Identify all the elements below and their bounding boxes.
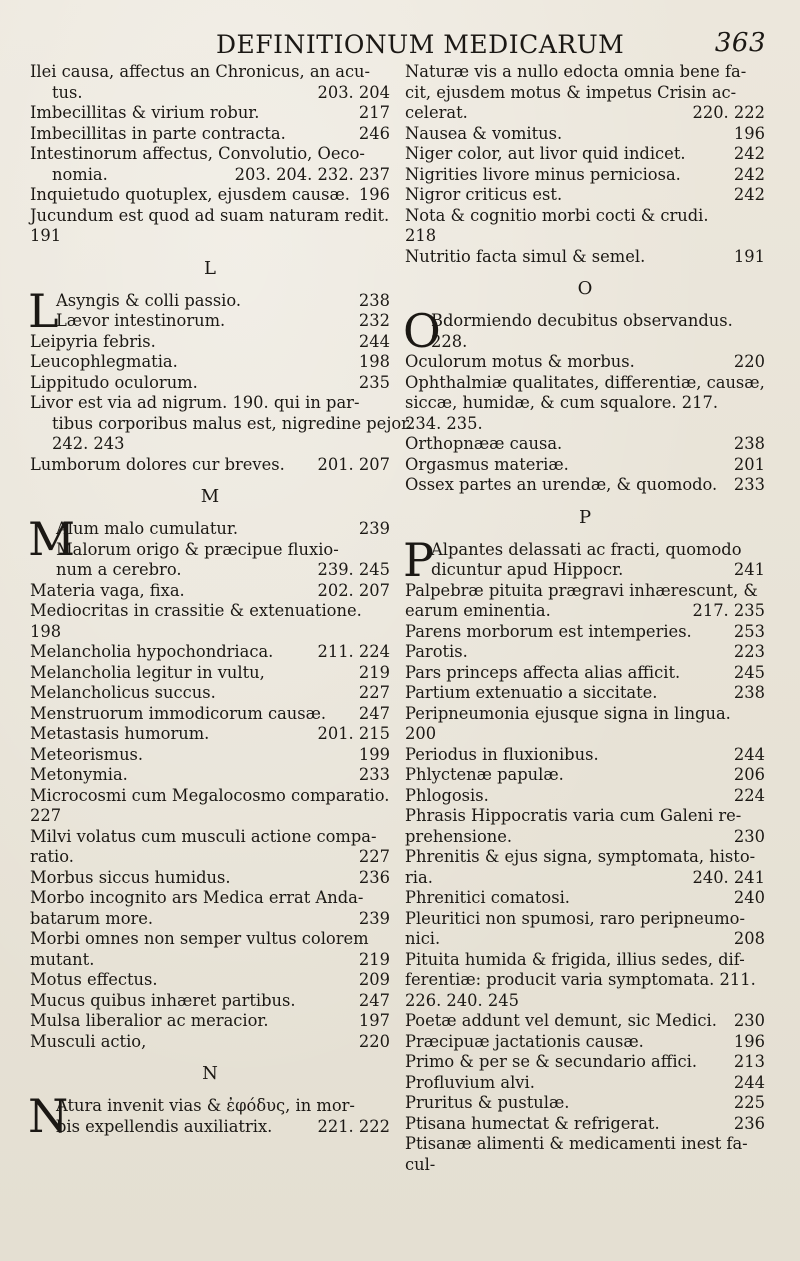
entry-text: Præcipuæ jactationis causæ. xyxy=(405,1031,644,1051)
entry-pages: 196 xyxy=(733,1031,765,1051)
left-column xyxy=(28,62,413,1143)
entry-text: Melancholia hypochondriaca. xyxy=(30,642,274,661)
index-entry xyxy=(405,226,765,247)
entry-text: Morbi omnes non semper vultus colorem xyxy=(30,929,369,948)
entry-pages: 217 xyxy=(358,103,390,122)
entry-text: Intestinorum affectus, Convolutio, Oeco- xyxy=(30,144,365,163)
entry-text: Mucus quibus inhæret partibus. xyxy=(30,990,296,1010)
index-entry xyxy=(405,888,765,909)
entry-text: Metastasis humorum. xyxy=(30,724,210,743)
index-entry xyxy=(405,581,765,602)
entry-pages: 244 xyxy=(358,331,390,351)
index-entry xyxy=(405,745,765,766)
index-entry xyxy=(405,1073,765,1094)
entry-text: Parotis. xyxy=(405,642,468,661)
index-entry xyxy=(30,950,390,971)
entry-pages: 230 xyxy=(733,1011,765,1030)
drop-cap-p: P xyxy=(403,532,434,587)
index-entry xyxy=(405,206,765,227)
entry-pages: 240. 241 xyxy=(692,867,765,887)
entry-pages: 224 xyxy=(733,785,765,805)
index-entry xyxy=(405,1114,765,1135)
entry-pages: 238 xyxy=(733,434,765,453)
index-entry xyxy=(30,165,390,186)
entry-text: Ophthalmiæ qualitates, differentiæ, causæ, xyxy=(405,372,765,392)
entry-text: Ilei causa, affectus an Chronicus, an acu- xyxy=(30,62,371,81)
index-entry xyxy=(405,1011,765,1032)
section-heading-p: P xyxy=(578,506,592,528)
index-entry xyxy=(30,663,390,684)
index-entry xyxy=(30,206,390,227)
entry-text: ferentiæ: producit varia symptomata. 211. xyxy=(405,970,756,989)
section-heading-m: M xyxy=(200,486,220,507)
entry-pages: 197 xyxy=(358,1011,390,1030)
entry-text: Leucophlegmatia. xyxy=(30,352,178,371)
index-entry xyxy=(30,62,390,83)
entry-pages: 247 xyxy=(358,703,390,723)
entries-p-block xyxy=(403,532,765,1176)
index-entry xyxy=(30,560,390,581)
entry-pages: 201. 207 xyxy=(317,454,390,474)
entry-text: Orgasmus materiæ. xyxy=(405,454,569,474)
section-heading-o: O xyxy=(577,278,593,299)
entry-text: Phrenitici comatosi. xyxy=(405,888,570,907)
index-entry xyxy=(405,601,765,622)
entry-text: cit, ejusdem motus & impetus Crisin ac- xyxy=(405,82,737,102)
entry-pages: 233 xyxy=(358,765,390,784)
index-entry xyxy=(30,1117,390,1138)
index-entry xyxy=(405,373,765,394)
index-entry xyxy=(30,455,390,476)
index-entry xyxy=(30,1011,390,1032)
entry-text: tus. xyxy=(52,82,83,102)
entry-text: prehensione. xyxy=(405,826,513,846)
entry-pages: 213 xyxy=(733,1052,765,1071)
entry-pages: 208 xyxy=(733,929,765,948)
section-heading-n: N xyxy=(202,1063,218,1084)
entry-pages: 191 xyxy=(733,246,765,266)
entry-text: 200 xyxy=(405,724,437,743)
index-entry xyxy=(405,642,765,663)
entry-text: Primo & per se & secundario affici. xyxy=(405,1052,698,1071)
index-entry xyxy=(405,1032,765,1053)
entry-text: Poetæ addunt vel demunt, sic Medici. xyxy=(405,1011,717,1030)
entry-text: 227 xyxy=(30,806,62,825)
entry-text: siccæ, humidæ, & cum squalore. 217. xyxy=(405,393,719,412)
index-entry xyxy=(30,601,390,622)
entry-pages: 242 xyxy=(733,185,765,204)
entry-text: Alum malo cumulatur. xyxy=(56,519,239,538)
entry-pages: 202. 207 xyxy=(317,580,390,600)
entry-pages: 239. 245 xyxy=(317,560,390,579)
entry-text: 198 xyxy=(30,621,62,641)
entries-i xyxy=(30,62,390,247)
entry-text: Peripneumonia ejusque signa in lingua. xyxy=(405,703,731,723)
index-entry xyxy=(30,185,390,206)
entry-text: ratio. xyxy=(30,847,74,866)
entry-text: Nutritio facta simul & semel. xyxy=(405,246,646,266)
entry-pages: 232 xyxy=(358,311,390,330)
index-entry xyxy=(30,868,390,889)
index-entry xyxy=(405,868,765,889)
index-entry xyxy=(30,786,390,807)
index-entry xyxy=(30,847,390,868)
entry-text: Phrasis Hippocratis varia cum Galeni re- xyxy=(405,806,742,825)
entry-text: 191 xyxy=(30,226,62,245)
index-entry xyxy=(30,970,390,991)
entry-text: Atura invenit vias & ἐφόδυς, in mor- xyxy=(56,1096,355,1115)
index-entry xyxy=(30,393,390,414)
entry-pages: 242 xyxy=(733,164,765,184)
entry-text: mutant. xyxy=(30,949,95,969)
index-entry xyxy=(30,519,390,540)
entries-m xyxy=(28,512,390,1052)
index-entry xyxy=(30,683,390,704)
entry-pages: 219 xyxy=(358,662,390,682)
entry-text: Nota & cognitio morbi cocti & crudi. xyxy=(405,205,709,225)
entry-pages: 230 xyxy=(733,826,765,846)
entry-text: Phlyctenæ papulæ. xyxy=(405,765,564,784)
entry-text: dicuntur apud Hippocr. xyxy=(431,560,624,579)
entry-text: Pleuritici non spumosi, raro peripneumo- xyxy=(405,908,745,928)
index-entry xyxy=(405,393,765,414)
entry-text: Melancholicus succus. xyxy=(30,683,216,702)
index-entry xyxy=(30,434,390,455)
entry-text: Ptisanæ alimenti & medicamenti inest fa- xyxy=(405,1134,748,1153)
index-entry xyxy=(30,909,390,930)
index-entry xyxy=(405,622,765,643)
entry-text: Pituita humida & frigida, illius sedes, dif- xyxy=(405,949,745,969)
entry-text: 234. 235. xyxy=(405,413,483,433)
index-entry xyxy=(405,62,765,83)
entries-l xyxy=(28,283,413,476)
entry-pages: 238 xyxy=(358,290,390,310)
entry-pages: 203. 204 xyxy=(317,82,390,102)
entry-pages: 227 xyxy=(358,683,390,702)
entry-text: 242. 243 xyxy=(52,434,125,453)
entries-n-cont xyxy=(405,62,765,267)
entry-text: Ptisana humectat & refrigerat. xyxy=(405,1113,660,1133)
index-entry xyxy=(405,455,765,476)
entry-text: nici. xyxy=(405,929,441,948)
entry-text: Naturæ vis a nullo edocta omnia bene fa- xyxy=(405,62,747,81)
entry-text: Leipyria febris. xyxy=(30,331,156,351)
entry-text: Niger color, aut livor quid indicet. xyxy=(405,144,686,163)
index-entry xyxy=(30,373,390,394)
entry-text: Metonymia. xyxy=(30,765,128,784)
entry-text: Orthopnææ causa. xyxy=(405,434,563,453)
entry-pages: 242 xyxy=(733,144,765,163)
entry-pages: 221. 222 xyxy=(317,1116,390,1136)
entry-pages: 253 xyxy=(733,621,765,641)
entry-text: Palpebræ pituita prægravi inhærescunt, & xyxy=(405,580,758,600)
index-entry xyxy=(405,414,765,435)
entry-pages: 244 xyxy=(733,744,765,764)
entry-pages: 206 xyxy=(733,765,765,784)
index-entry xyxy=(405,663,765,684)
index-entry xyxy=(405,83,765,104)
entry-pages: 241 xyxy=(733,560,765,579)
entries-o-block xyxy=(403,304,765,496)
index-entry xyxy=(405,1155,765,1176)
index-entry xyxy=(30,724,390,745)
entry-text: Oculorum motus & morbus. xyxy=(405,352,635,371)
right-column xyxy=(405,62,765,1175)
entry-text: Morbus siccus humidus. xyxy=(30,867,231,887)
index-entry xyxy=(405,827,765,848)
entries-l-block xyxy=(28,283,413,476)
index-entry xyxy=(405,332,765,353)
index-entry xyxy=(30,929,390,950)
index-entry xyxy=(30,103,390,124)
entry-text: Parens morborum est intemperies. xyxy=(405,621,692,641)
drop-cap-l: L xyxy=(28,283,59,338)
entry-pages: 239 xyxy=(358,519,390,538)
entry-text: num a cerebro. xyxy=(56,560,182,579)
entry-pages: 236 xyxy=(733,1113,765,1133)
entry-text: 226. 240. 245 xyxy=(405,990,519,1010)
index-entry xyxy=(30,540,390,561)
entry-text: Phrenitis & ejus signa, symptomata, histo- xyxy=(405,847,756,866)
index-entry xyxy=(30,413,413,435)
entry-text: Nigror criticus est. xyxy=(405,185,563,204)
entry-text: Imbecillitas in parte contracta. xyxy=(30,123,286,143)
entry-pages: 233 xyxy=(733,475,765,494)
entry-text: Periodus in fluxionibus. xyxy=(405,744,599,764)
entry-text: Inquietudo quotuplex, ejusdem causæ. xyxy=(30,185,350,204)
entry-text: Nigrities livore minus perniciosa. xyxy=(405,164,681,184)
entry-text: cul- xyxy=(405,1154,436,1174)
index-entry xyxy=(30,332,390,353)
index-entry xyxy=(30,888,390,909)
entry-text: Jucundum est quod ad suam naturam redit. xyxy=(30,205,390,225)
drop-cap-o: O xyxy=(403,304,441,358)
entry-text: Lumborum dolores cur breves. xyxy=(30,454,285,474)
entry-pages: 217. 235 xyxy=(692,601,765,620)
index-entry xyxy=(405,185,765,206)
entry-pages: 199 xyxy=(358,744,390,764)
entry-text: 218 xyxy=(405,226,437,245)
index-entry xyxy=(405,806,765,827)
entries-n-block xyxy=(28,1089,390,1143)
index-entry xyxy=(405,765,765,786)
entry-text: Morbo incognito ars Medica errat Anda- xyxy=(30,888,364,907)
index-entry xyxy=(405,786,765,807)
entries-m-block xyxy=(28,512,390,1052)
entry-text: Bdormiendo decubitus observandus. xyxy=(431,311,733,330)
entry-text: Materia vaga, fixa. xyxy=(30,580,185,600)
index-entry xyxy=(30,991,390,1012)
drop-cap-m: M xyxy=(28,512,76,566)
entry-text: Lævor intestinorum. xyxy=(56,311,226,330)
page-number: 363 xyxy=(714,28,766,58)
entries-n xyxy=(28,1089,390,1143)
entry-text: ria. xyxy=(405,867,433,887)
index-entry xyxy=(30,827,390,848)
entry-text: Partium extenuatio a siccitate. xyxy=(405,683,658,702)
index-entry xyxy=(405,704,765,725)
index-entry xyxy=(30,144,390,165)
entry-pages: 246 xyxy=(358,123,390,143)
entry-text: Melancholia legitur in vultu, xyxy=(30,662,265,682)
entry-text: Phlogosis. xyxy=(405,785,489,805)
entry-text: Asyngis & colli passio. xyxy=(56,290,242,310)
entry-pages: 220 xyxy=(358,1031,390,1051)
entry-text: Milvi volatus cum musculi actione compa- xyxy=(30,826,377,846)
entry-text: Lippitudo oculorum. xyxy=(30,372,198,392)
entry-pages: 240 xyxy=(733,888,765,907)
index-entry xyxy=(30,83,390,104)
index-entry xyxy=(30,642,390,663)
index-entry xyxy=(30,291,390,312)
entry-text: nomia. xyxy=(52,164,108,184)
index-entry xyxy=(405,352,765,373)
entry-text: Imbecillitas & virium robur. xyxy=(30,103,260,122)
entry-text: bis expellendis auxiliatrix. xyxy=(56,1116,273,1136)
index-entry xyxy=(405,970,765,991)
entry-pages: 220. 222 xyxy=(692,103,765,122)
entry-pages: 235 xyxy=(358,372,390,392)
entry-text: batarum more. xyxy=(30,908,154,928)
index-entry xyxy=(405,909,765,930)
entry-pages: 244 xyxy=(733,1072,765,1092)
index-entry xyxy=(30,1096,390,1117)
entry-text: celerat. xyxy=(405,103,468,122)
entry-text: Pruritus & pustulæ. xyxy=(405,1093,570,1112)
index-entry xyxy=(405,247,765,268)
index-entry xyxy=(405,724,765,745)
entry-text: Motus effectus. xyxy=(30,970,158,989)
entry-text: 228. xyxy=(431,331,468,351)
entry-text: Mediocritas in crassitie & extenuatione. xyxy=(30,601,362,620)
entry-text: Mulsa liberalior ac meracior. xyxy=(30,1011,269,1030)
entry-pages: 196 xyxy=(733,123,765,143)
index-entry xyxy=(405,1093,765,1114)
index-entry xyxy=(30,806,390,827)
index-entry xyxy=(30,765,390,786)
index-entry xyxy=(30,704,390,725)
page-title: DEFINITIONUM MEDICARUM xyxy=(216,30,625,59)
index-entry xyxy=(30,622,390,643)
index-entry xyxy=(30,226,390,247)
index-entry xyxy=(405,1052,765,1073)
entry-pages: 198 xyxy=(358,352,390,371)
index-entry xyxy=(405,103,765,124)
entry-text: Ossex partes an urendæ, & quomodo. xyxy=(405,475,718,494)
running-header xyxy=(216,24,776,64)
entry-text: Alpantes delassati ac fracti, quomodo xyxy=(431,539,742,559)
index-entry xyxy=(405,560,765,581)
entry-text: Microcosmi cum Megalocosmo comparatio. xyxy=(30,785,390,805)
entry-pages: 219 xyxy=(358,949,390,969)
index-entry xyxy=(405,1134,765,1155)
entry-pages: 239 xyxy=(358,908,390,928)
entry-pages: 236 xyxy=(358,867,390,887)
entry-pages: 201 xyxy=(733,454,765,474)
entry-text: Meteorismus. xyxy=(30,744,144,764)
entry-pages: 209 xyxy=(358,970,390,989)
entry-pages: 203. 204. 232. 237 xyxy=(234,164,390,184)
entry-pages: 223 xyxy=(733,642,765,661)
index-entry xyxy=(30,311,390,332)
index-entry xyxy=(405,124,765,145)
index-entry xyxy=(405,950,765,971)
index-entry xyxy=(30,581,390,602)
index-entry xyxy=(405,434,765,455)
entries-p xyxy=(403,532,765,1176)
index-entry xyxy=(405,540,765,561)
index-entry xyxy=(405,991,765,1012)
index-entry xyxy=(405,475,765,496)
entry-text: earum eminentia. xyxy=(405,601,551,620)
index-entry xyxy=(30,124,390,145)
index-entry xyxy=(30,352,390,373)
entry-pages: 227 xyxy=(358,847,390,866)
entry-pages: 245 xyxy=(733,662,765,682)
entry-pages: 196 xyxy=(358,185,390,204)
entry-text: Pars princeps affecta alias afficit. xyxy=(405,662,681,682)
drop-cap-n: N xyxy=(28,1089,69,1143)
entries-o xyxy=(403,304,765,496)
index-entry xyxy=(405,683,765,704)
index-entry xyxy=(405,847,765,868)
entry-text: Malorum origo & præcipue fluxio- xyxy=(56,539,339,559)
entry-pages: 247 xyxy=(358,990,390,1010)
section-heading-l: L xyxy=(204,257,216,279)
index-entry xyxy=(405,144,765,165)
entry-pages: 201. 215 xyxy=(317,724,390,743)
index-entry xyxy=(30,745,390,766)
entry-text: Livor est via ad nigrum. 190. qui in par- xyxy=(30,393,360,412)
index-entry xyxy=(30,1032,390,1053)
entry-pages: 225 xyxy=(733,1093,765,1112)
entry-text: Nausea & vomitus. xyxy=(405,123,563,143)
entry-text: Musculi actio, xyxy=(30,1031,147,1051)
index-entry xyxy=(405,311,765,332)
index-entry xyxy=(405,165,765,186)
entry-text: Profluvium alvi. xyxy=(405,1072,535,1092)
entry-pages: 220 xyxy=(733,352,765,371)
index-entry xyxy=(405,929,765,950)
entry-pages: 211. 224 xyxy=(317,642,390,661)
entry-text: Menstruorum immodicorum causæ. xyxy=(30,703,327,723)
entry-pages: 238 xyxy=(733,683,765,702)
entry-text: tibus corporibus malus est, nigredine pejor. xyxy=(52,413,413,433)
